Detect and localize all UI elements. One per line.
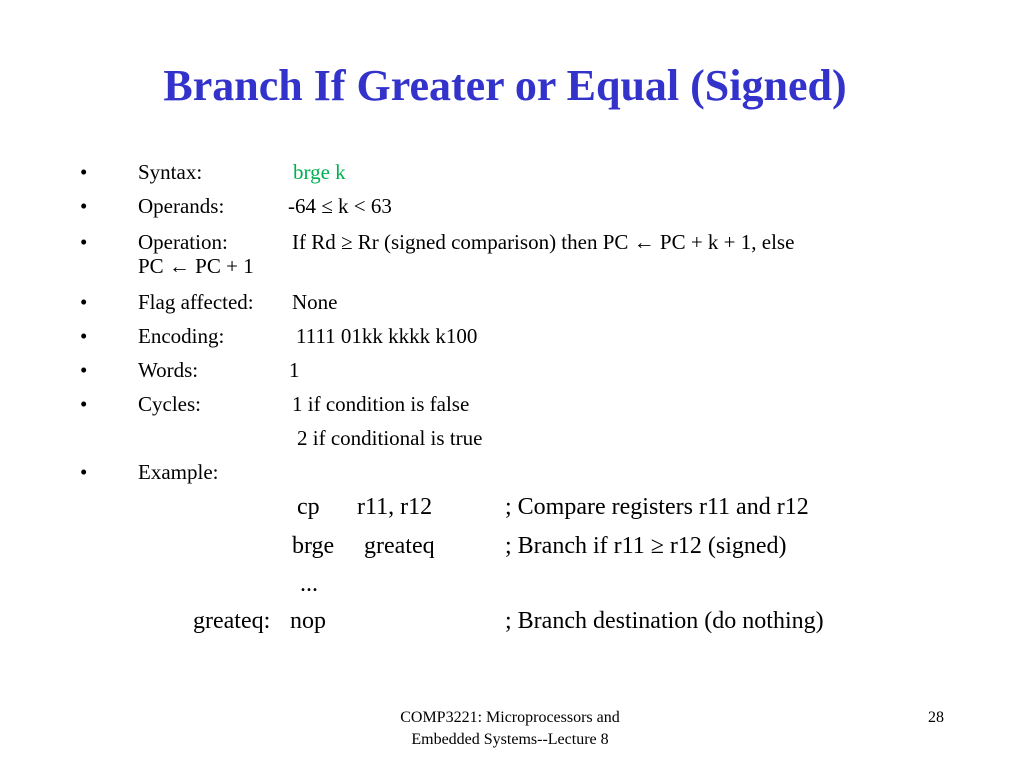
- bullet-icon: •: [80, 160, 88, 184]
- encoding-value: 1111 01kk kkkk k100: [296, 324, 478, 348]
- operands-label: Operands:: [138, 194, 225, 218]
- operation-label: Operation:: [138, 230, 228, 254]
- flags-label: Flag affected:: [138, 290, 254, 314]
- operands-value: -64 ≤ k < 63: [288, 194, 392, 218]
- bullet-icon: •: [80, 358, 88, 382]
- code-comment-nop: ; Branch destination (do nothing): [505, 608, 824, 634]
- code-instr-cp: cp: [297, 494, 320, 520]
- code-comment-cp: ; Compare registers r11 and r12: [505, 494, 809, 520]
- operation-value-continued: PC ← PC + 1: [138, 254, 254, 278]
- footer-line-1: COMP3221: Microprocessors and: [400, 709, 620, 726]
- bullet-icon: •: [80, 460, 88, 484]
- words-label: Words:: [138, 358, 199, 382]
- footer-line-2: Embedded Systems--Lecture 8: [411, 731, 609, 748]
- footer-course: [330, 707, 690, 751]
- code-operands-cp: r11, r12: [357, 494, 433, 520]
- code-ellipsis: ...: [300, 571, 318, 597]
- cycles-label: Cycles:: [138, 392, 201, 416]
- bullet-icon: •: [80, 290, 88, 314]
- example-label: Example:: [138, 460, 219, 484]
- operation-value: If Rd ≥ Rr (signed comparison) then PC ← PC + k + 1, else: [292, 230, 795, 254]
- bullet-icon: •: [80, 194, 88, 218]
- bullet-icon: •: [80, 324, 88, 348]
- syntax-label: Syntax:: [138, 160, 203, 184]
- syntax-value: brge k: [293, 160, 346, 184]
- code-instr-brge: brge: [292, 533, 335, 559]
- flags-value: None: [292, 290, 338, 314]
- cycles-value-continued: 2 if conditional is true: [297, 426, 483, 450]
- bullet-icon: •: [80, 230, 88, 254]
- code-label-greateq: greateq:: [193, 608, 271, 634]
- cycles-value: 1 if condition is false: [292, 392, 470, 416]
- slide-title: Branch If Greater or Equal (Signed): [163, 61, 847, 110]
- encoding-label: Encoding:: [138, 324, 225, 348]
- page-number: 28: [928, 709, 944, 726]
- bullet-icon: •: [80, 392, 88, 416]
- code-comment-brge: ; Branch if r11 ≥ r12 (signed): [505, 533, 787, 559]
- words-value: 1: [289, 358, 300, 382]
- code-operands-brge: greateq: [364, 533, 435, 559]
- code-instr-nop: nop: [290, 608, 326, 634]
